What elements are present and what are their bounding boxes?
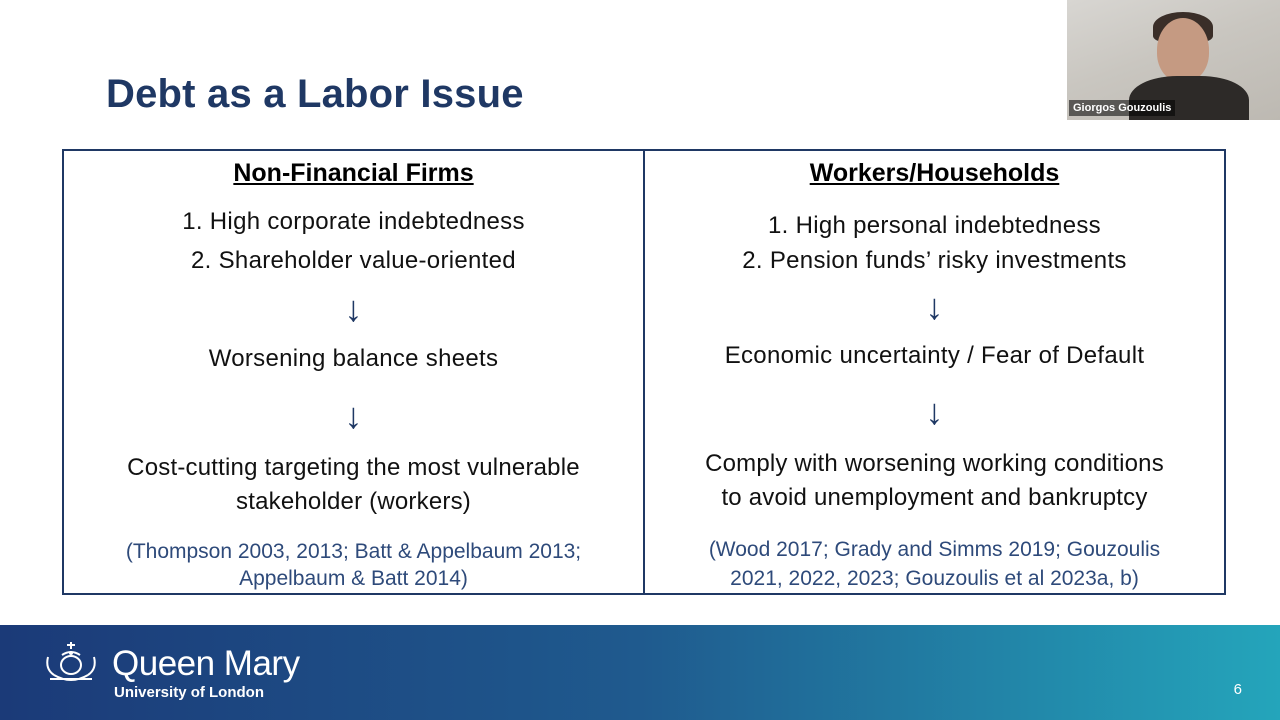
footer-banner	[0, 625, 1280, 720]
point-2: 2. Pension funds’ risky investments	[742, 247, 1127, 274]
references-line-1: (Wood 2017; Grady and Simms 2019; Gouzoulis	[708, 538, 1161, 561]
down-arrow-icon: ↓	[925, 286, 944, 327]
middle-effect: Economic uncertainty / Fear of Default	[724, 342, 1145, 369]
references-line-2: Appelbaum & Batt 2014)	[239, 567, 468, 590]
institution-name: Queen Mary	[112, 644, 300, 683]
point-2: 2. Shareholder value-oriented	[191, 247, 516, 274]
comparison-table	[62, 149, 1226, 595]
down-arrow-icon: ↓	[344, 395, 363, 436]
column-non-financial-firms	[64, 151, 643, 593]
references-line-2: 2021, 2022, 2023; Gouzoulis et al 2023a, b)	[730, 567, 1139, 590]
slide-number: 6	[1233, 681, 1242, 698]
outcome-line-1: Comply with worsening working conditions	[705, 450, 1164, 477]
point-1: 1. High personal indebtedness	[768, 212, 1101, 239]
participant-name-tag: Giorgos Gouzoulis	[1069, 100, 1175, 116]
outcome-line-1: Cost-cutting targeting the most vulnerable	[127, 454, 580, 481]
point-1: 1. High corporate indebtedness	[182, 208, 525, 235]
down-arrow-icon: ↓	[925, 391, 944, 432]
column-heading: Non-Financial Firms	[233, 159, 474, 187]
down-arrow-icon: ↓	[344, 288, 363, 329]
references-line-1: (Thompson 2003, 2013; Batt & Appelbaum 2013;	[125, 540, 582, 563]
column-workers-households	[643, 151, 1224, 593]
slide-title: Debt as a Labor Issue	[106, 72, 524, 116]
middle-effect: Worsening balance sheets	[208, 345, 499, 372]
institution-subtitle: University of London	[114, 684, 264, 701]
crown-crest-icon	[40, 639, 102, 687]
participant-face	[1157, 18, 1209, 82]
outcome-line-2: to avoid unemployment and bankruptcy	[721, 484, 1148, 511]
outcome-line-2: stakeholder (workers)	[236, 488, 471, 515]
column-heading: Workers/Households	[809, 159, 1060, 187]
participant-video-tile[interactable]	[1067, 0, 1280, 120]
